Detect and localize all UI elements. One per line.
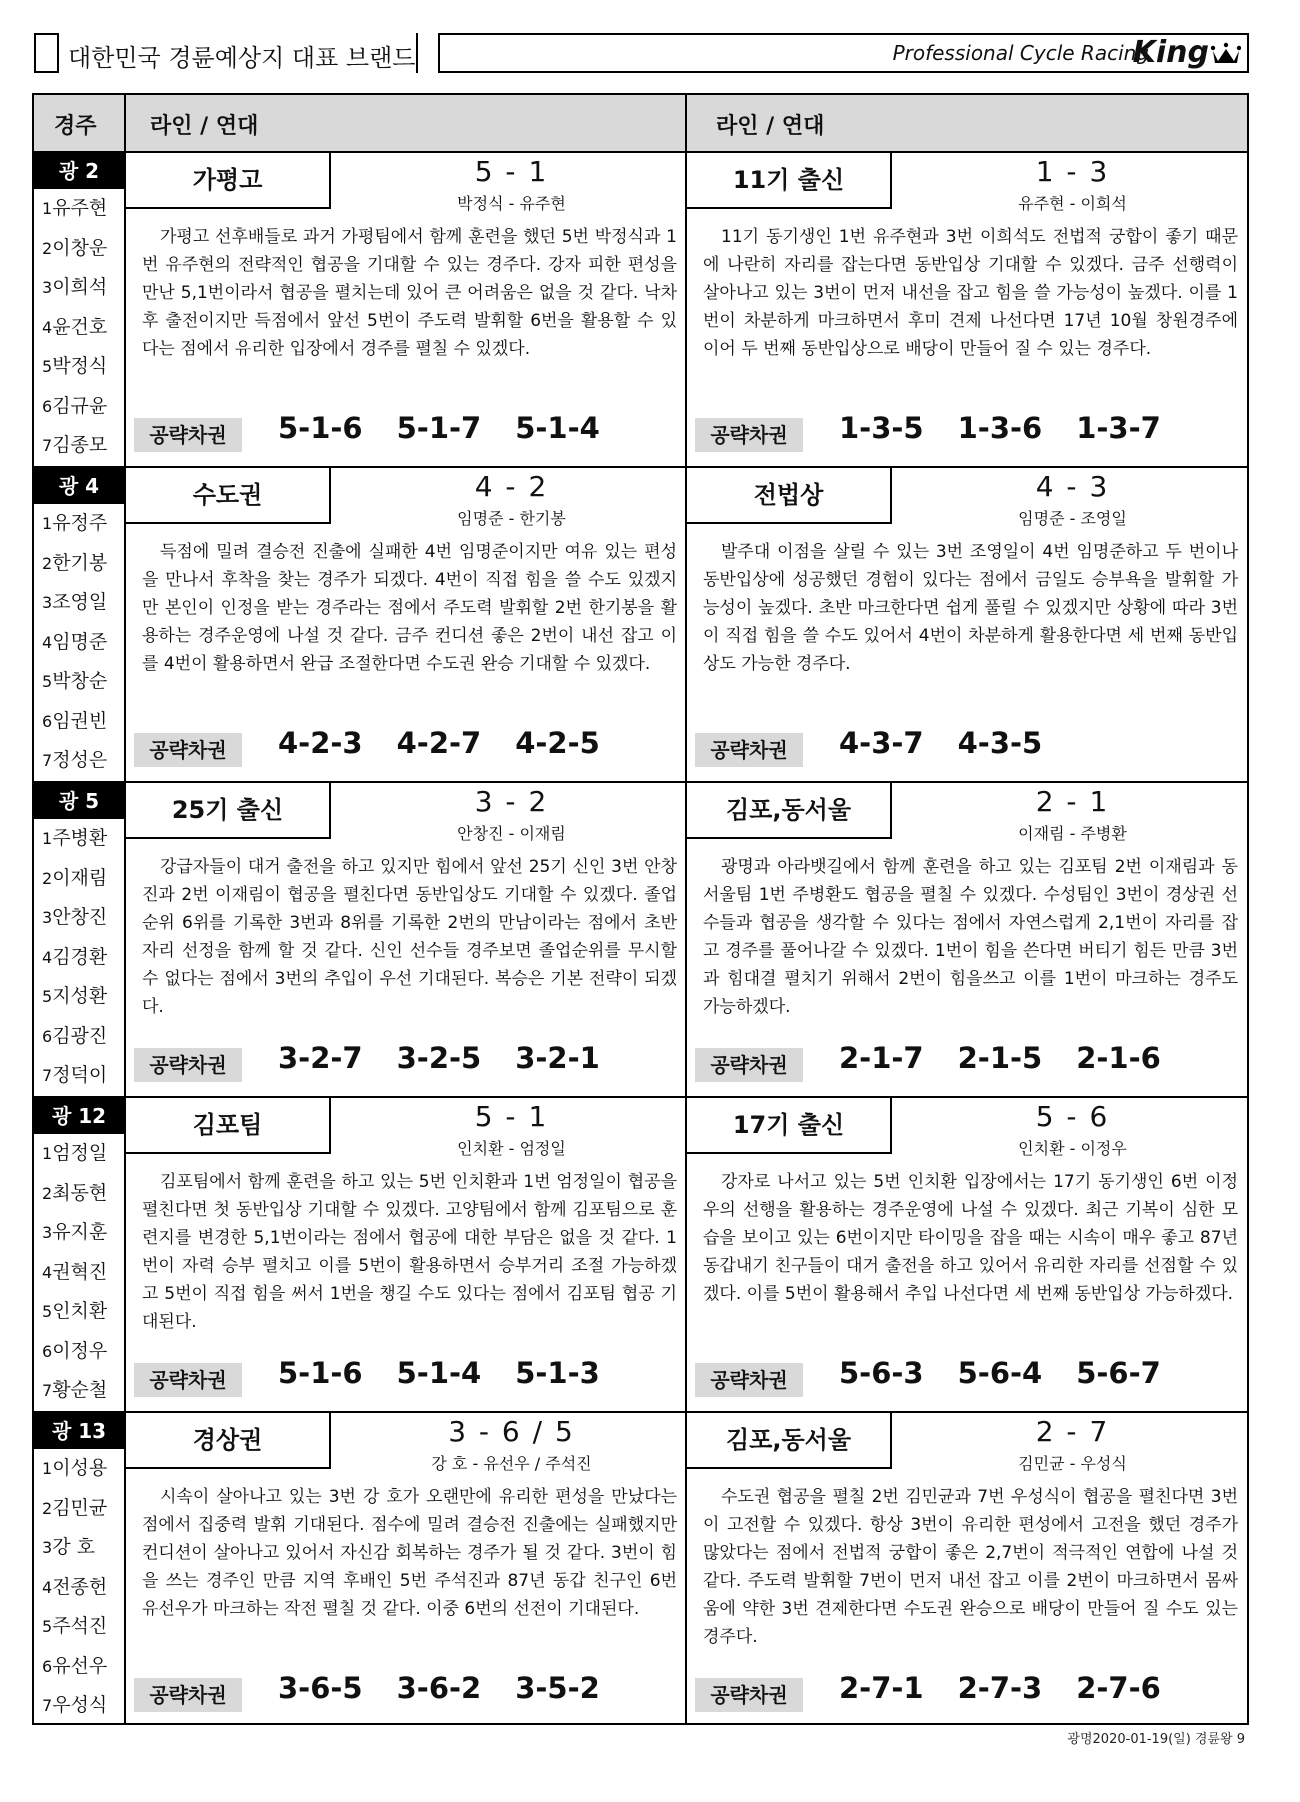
rider-item bbox=[34, 583, 124, 623]
rider-number: 5 bbox=[42, 357, 53, 376]
race-id: 광 4 bbox=[34, 468, 124, 504]
rider-name: 한기봉 bbox=[52, 551, 108, 574]
pick-combo: 5-1-6 bbox=[278, 411, 363, 445]
pick-label: 공략차권 bbox=[695, 1678, 803, 1712]
pick-combo: 5-1-7 bbox=[396, 411, 482, 445]
line-names: 임명준 - 조영일 bbox=[1018, 509, 1127, 528]
rider-number: 2 bbox=[42, 238, 53, 258]
rider-number: 2 bbox=[42, 553, 53, 573]
rider-list bbox=[34, 819, 124, 1096]
rider-item bbox=[34, 1213, 124, 1253]
pick-combo: 4-3-7 bbox=[839, 726, 924, 760]
rider-number: 7 bbox=[42, 1381, 53, 1400]
rider-item bbox=[34, 662, 124, 702]
rider-name: 이창운 bbox=[52, 236, 108, 259]
rider-item bbox=[34, 1449, 124, 1489]
pick-list bbox=[278, 1041, 634, 1075]
line-right bbox=[687, 1413, 1248, 1726]
line-right bbox=[687, 783, 1248, 1096]
line-score: 5 - 1 bbox=[474, 155, 549, 188]
line-score: 3 - 6 / 5 bbox=[448, 1415, 575, 1448]
race-table bbox=[32, 93, 1249, 1725]
pick-combo: 2-1-7 bbox=[839, 1041, 924, 1075]
rider-name: 유지훈 bbox=[52, 1221, 108, 1243]
rider-number: 2 bbox=[42, 1183, 53, 1203]
rider-number: 6 bbox=[42, 1656, 53, 1676]
rider-item bbox=[34, 387, 124, 427]
pick-combo: 4-2-3 bbox=[278, 726, 363, 760]
line-names: 강 호 - 유선우 / 주석진 bbox=[431, 1454, 592, 1473]
line-tag: 가평고 bbox=[126, 153, 331, 209]
pick-label: 공략차권 bbox=[134, 1048, 242, 1082]
pick-combo: 4-3-5 bbox=[957, 726, 1043, 760]
line-score: 5 - 1 bbox=[474, 1100, 549, 1133]
line-score: 2 - 7 bbox=[1035, 1415, 1110, 1448]
rider-name: 이희석 bbox=[52, 276, 108, 298]
rider-item bbox=[34, 938, 124, 978]
rider-name: 안창진 bbox=[52, 906, 108, 928]
rider-number: 2 bbox=[42, 868, 53, 888]
line-tag: 전법상 bbox=[687, 468, 892, 524]
line-analysis: 득점에 밀려 결승전 진출에 실패한 4번 임명준이지만 여유 있는 편성을 만나서 후착을 찾는 경주가 되겠다. 4번이 직접 힘을 쓸 수도 있겠지만 본인이 인정을 받는 경주라는 점에서 주도력 발휘할 2번 한기봉을 활용하는 경주운영에 나설 것 같다. 금주 컨디션 좋은 2번이 내선 잡고 이를 4번이 활용하면서 완급 조절한다면 수도권 완승 기대할 수 있겠다. bbox=[142, 542, 677, 674]
line-names: 인치환 - 이정우 bbox=[1018, 1139, 1127, 1158]
rider-item bbox=[34, 819, 124, 859]
rider-item bbox=[34, 1647, 124, 1687]
rider-name: 김민균 bbox=[52, 1496, 108, 1519]
pick-combo: 5-1-4 bbox=[515, 411, 600, 445]
pick-combo: 2-1-6 bbox=[1076, 1041, 1161, 1075]
line-right bbox=[687, 468, 1248, 781]
rider-item bbox=[34, 426, 124, 466]
rider-number: 3 bbox=[42, 908, 53, 927]
pick-list bbox=[839, 1671, 1195, 1705]
rider-item bbox=[34, 308, 124, 348]
rider-number: 3 bbox=[42, 1538, 53, 1557]
rider-number: 3 bbox=[42, 1223, 53, 1242]
rider-item bbox=[34, 859, 124, 899]
pick-list bbox=[278, 411, 634, 445]
pick-combo: 1-3-7 bbox=[1076, 411, 1161, 445]
rider-name: 김종모 bbox=[52, 434, 108, 456]
rider-name: 박정식 bbox=[52, 355, 108, 377]
rider-name: 강 호 bbox=[52, 1536, 95, 1558]
line-analysis: 강자로 나서고 있는 5번 인치환 입장에서는 17기 동기생인 6번 이정우의 선행을 활용하는 경주운영에 나설 수 있겠다. 최근 기복이 심한 모습을 보이고 있는 6번이지만 타이밍을 잡을 때는 시속이 매우 좋고 87년 동갑내기 친구들이 대거 출전을 하고 있어서 유리한 자리를 선점할 수 있겠다. 이를 5번이 활용해서 추입 나선다면 세 번째 동반입상 가능하겠다. bbox=[703, 1172, 1238, 1304]
rider-number: 7 bbox=[42, 436, 53, 455]
rider-name: 김광진 bbox=[52, 1024, 108, 1047]
rider-name: 임권빈 bbox=[52, 709, 108, 732]
rider-item bbox=[34, 623, 124, 663]
pick-combo: 1-3-5 bbox=[839, 411, 924, 445]
rider-name: 유주현 bbox=[52, 197, 108, 219]
rider-name: 김규윤 bbox=[52, 394, 108, 417]
rider-item bbox=[34, 702, 124, 742]
rider-number: 1 bbox=[42, 829, 53, 848]
line-score: 5 - 6 bbox=[1035, 1100, 1110, 1133]
rider-name: 인치환 bbox=[52, 1300, 108, 1322]
rider-number: 1 bbox=[42, 199, 53, 218]
race-block bbox=[34, 1098, 1247, 1413]
rider-item bbox=[34, 347, 124, 387]
rider-number: 6 bbox=[42, 1026, 53, 1046]
rider-list bbox=[34, 504, 124, 781]
line-left bbox=[126, 468, 687, 781]
rider-name: 전종헌 bbox=[52, 1575, 108, 1598]
rider-name: 주병환 bbox=[52, 827, 108, 849]
pick-label: 공략차권 bbox=[134, 1678, 242, 1712]
rider-item bbox=[34, 1292, 124, 1332]
pick-combo: 3-6-2 bbox=[396, 1671, 482, 1705]
pick-combo: 5-6-4 bbox=[957, 1356, 1043, 1390]
pick-label: 공략차권 bbox=[695, 1363, 803, 1397]
rider-number: 7 bbox=[42, 1066, 53, 1085]
rider-item bbox=[34, 741, 124, 781]
pick-combo: 5-6-3 bbox=[839, 1356, 924, 1390]
page-footer: 광명2020-01-19(일) 경륜왕 9 bbox=[1067, 1732, 1245, 1747]
rider-item bbox=[34, 1528, 124, 1568]
race-block bbox=[34, 783, 1247, 1098]
rider-number: 4 bbox=[42, 1262, 53, 1282]
pick-label: 공략차권 bbox=[695, 1048, 803, 1082]
header-right-title: Professional Cycle Racing bbox=[892, 41, 1149, 65]
rider-item bbox=[34, 1056, 124, 1096]
rider-item bbox=[34, 898, 124, 938]
pick-label: 공략차권 bbox=[134, 733, 242, 767]
rider-name: 정성은 bbox=[52, 749, 108, 771]
rider-item bbox=[34, 1174, 124, 1214]
rider-number: 4 bbox=[42, 1577, 53, 1597]
line-names: 인치환 - 엄정일 bbox=[457, 1139, 566, 1158]
header-divider bbox=[416, 33, 418, 73]
rider-item bbox=[34, 1568, 124, 1608]
pick-combo: 1-3-6 bbox=[957, 411, 1043, 445]
line-names: 유주현 - 이희석 bbox=[1018, 194, 1127, 213]
pick-combo: 3-6-5 bbox=[278, 1671, 363, 1705]
line-score: 4 - 2 bbox=[474, 470, 549, 503]
line-left bbox=[126, 153, 687, 466]
pick-combo: 5-1-3 bbox=[515, 1356, 600, 1390]
pick-label: 공략차권 bbox=[134, 418, 242, 452]
race-id: 광 5 bbox=[34, 783, 124, 819]
rider-name: 임명준 bbox=[52, 630, 108, 653]
rider-item bbox=[34, 1607, 124, 1647]
pick-list bbox=[839, 726, 1076, 760]
line-left bbox=[126, 783, 687, 1096]
pick-combo: 3-2-7 bbox=[278, 1041, 363, 1075]
rider-item bbox=[34, 229, 124, 269]
rider-item bbox=[34, 504, 124, 544]
rider-name: 조영일 bbox=[52, 591, 108, 613]
rider-number: 5 bbox=[42, 672, 53, 691]
rider-number: 6 bbox=[42, 1341, 53, 1361]
race-id: 광 13 bbox=[34, 1413, 124, 1449]
rider-item bbox=[34, 1489, 124, 1529]
line-tag: 김포,동서울 bbox=[687, 1413, 892, 1469]
rider-number: 4 bbox=[42, 317, 53, 337]
header-left-title: 대한민국 경륜예상지 대표 브랜드 bbox=[68, 44, 416, 72]
rider-number: 1 bbox=[42, 514, 53, 533]
rider-item bbox=[34, 544, 124, 584]
rider-item bbox=[34, 1371, 124, 1411]
line-analysis: 가평고 선후배들로 과거 가평팀에서 함께 훈련을 했던 5번 박정식과 1번 유주현의 전략적인 협공을 기대할 수 있는 경주다. 강자 피한 편성을 만난 5,1번이라서 협공을 펼치는데 있어 큰 어려움은 없을 것 같다. 낙차후 출전이지만 득점에서 앞선 5번이 주도력 발휘할 6번을 활용할 수 있다는 점에서 유리한 입장에서 경주를 펼칠 수 있겠다. bbox=[142, 227, 677, 359]
rider-name: 우성식 bbox=[52, 1694, 108, 1716]
rider-number: 4 bbox=[42, 947, 53, 967]
pick-combo: 5-1-6 bbox=[278, 1356, 363, 1390]
line-right bbox=[687, 1098, 1248, 1411]
rider-name: 황순철 bbox=[52, 1379, 108, 1401]
line-tag: 수도권 bbox=[126, 468, 331, 524]
pick-combo: 2-7-3 bbox=[957, 1671, 1043, 1705]
rider-list bbox=[34, 1134, 124, 1411]
pick-label: 공략차권 bbox=[695, 418, 803, 452]
line-score: 4 - 3 bbox=[1035, 470, 1110, 503]
header-right-box bbox=[438, 33, 1249, 73]
rider-item bbox=[34, 189, 124, 229]
rider-number: 6 bbox=[42, 396, 53, 416]
rider-number: 4 bbox=[42, 632, 53, 652]
line-left bbox=[126, 1413, 687, 1726]
pick-combo: 3-2-5 bbox=[396, 1041, 482, 1075]
rider-name: 유선우 bbox=[52, 1654, 108, 1677]
rider-number: 7 bbox=[42, 751, 53, 770]
rider-number: 7 bbox=[42, 1696, 53, 1715]
pick-list bbox=[278, 1671, 634, 1705]
pick-combo: 2-7-6 bbox=[1076, 1671, 1161, 1705]
rider-name: 주석진 bbox=[52, 1615, 108, 1637]
line-tag: 25기 출신 bbox=[126, 783, 331, 839]
rider-item bbox=[34, 1017, 124, 1057]
line-right bbox=[687, 153, 1248, 466]
pick-combo: 5-6-7 bbox=[1076, 1356, 1161, 1390]
header-square bbox=[34, 33, 59, 73]
pick-list bbox=[839, 411, 1195, 445]
line-tag: 11기 출신 bbox=[687, 153, 892, 209]
pick-combo: 3-5-2 bbox=[515, 1671, 600, 1705]
line-analysis: 11기 동기생인 1번 유주현과 3번 이희석도 전법적 궁합이 좋기 때문에 나란히 자리를 잡는다면 동반입상 기대할 수 있겠다. 금주 선행력이 살아나고 있는 3번이 먼저 내선을 잡고 힘을 쓸 가능성이 높겠다. 이를 1번이 차분하게 마크하면서 후미 견제 나선다면 17년 10월 창원경주에 이어 두 번째 동반입상으로 배당이 만들어 질 수 있는 경주다. bbox=[703, 227, 1238, 359]
line-names: 안창진 - 이재림 bbox=[457, 824, 566, 843]
pick-combo: 4-2-5 bbox=[515, 726, 600, 760]
race-block bbox=[34, 468, 1247, 783]
pick-label: 공략차권 bbox=[134, 1363, 242, 1397]
race-id: 광 2 bbox=[34, 153, 124, 189]
rider-name: 이재림 bbox=[52, 866, 108, 889]
pick-combo: 2-7-1 bbox=[839, 1671, 924, 1705]
pick-combo: 5-1-4 bbox=[396, 1356, 482, 1390]
rider-number: 3 bbox=[42, 593, 53, 612]
pick-combo: 4-2-7 bbox=[396, 726, 482, 760]
rider-list bbox=[34, 189, 124, 466]
rider-item bbox=[34, 1332, 124, 1372]
rider-item bbox=[34, 977, 124, 1017]
crown-icon bbox=[1211, 41, 1241, 67]
line-tag: 경상권 bbox=[126, 1413, 331, 1469]
line-score: 3 - 2 bbox=[474, 785, 549, 818]
line-analysis: 수도권 협공을 펼칠 2번 김민균과 7번 우성식이 협공을 펼친다면 3번이 고전할 수 있겠다. 항상 3번이 유리한 편성에서 고전을 했던 경주가 많았다는 점에서 전법적 궁합이 좋은 2,7번이 적극적인 연합에 나설 것 같다. 주도력 발휘할 7번이 먼저 내선 잡고 이를 2번이 마크하면서 몸싸움에 약한 3번 견제한다면 수도권 완승으로 배당이 만들어 질 수도 있는 경주다. bbox=[703, 1487, 1238, 1647]
line-score: 2 - 1 bbox=[1035, 785, 1110, 818]
race-block bbox=[34, 153, 1247, 468]
rider-list bbox=[34, 1449, 124, 1726]
line-names: 임명준 - 한기봉 bbox=[457, 509, 566, 528]
line-left bbox=[126, 1098, 687, 1411]
rider-name: 권혁진 bbox=[52, 1260, 108, 1283]
line-analysis: 시속이 살아나고 있는 3번 강 호가 오랜만에 유리한 편성을 만났다는 점에서 집중력 발휘 기대된다. 점수에 밀려 결승전 진출에는 실패했지만 컨디션이 살아나고 있어서 자신감 회복하는 경주가 될 것 같다. 3번이 힘을 쓰는 경주인 만큼 지역 후배인 5번 주석진과 87년 동갑 친구인 6번 유선우가 마크하는 작전 펼칠 것 같다. 이중 6번의 선전이 기대된다. bbox=[142, 1487, 677, 1619]
header-race: 경주 bbox=[54, 114, 97, 139]
rider-number: 6 bbox=[42, 711, 53, 731]
line-tag: 17기 출신 bbox=[687, 1098, 892, 1154]
line-analysis: 발주대 이점을 살릴 수 있는 3번 조영일이 4번 임명준하고 두 번이나 동반입상에 성공했던 경험이 있다는 점에서 금일도 승부욕을 발휘할 가능성이 높겠다. 초반 마크한다면 쉽게 풀릴 수 있겠지만 상황에 따라 3번이 직접 힘을 쓸 수도 있어서 4번이 차분하게 활용한다면 세 번째 동반입상도 가능한 경주다. bbox=[703, 542, 1238, 674]
rider-item bbox=[34, 1134, 124, 1174]
pick-label: 공략차권 bbox=[695, 733, 803, 767]
rider-name: 박창순 bbox=[52, 670, 108, 692]
table-header bbox=[34, 95, 1247, 153]
line-score: 1 - 3 bbox=[1035, 155, 1110, 188]
line-names: 김민균 - 우성식 bbox=[1018, 1454, 1127, 1473]
rider-name: 이정우 bbox=[52, 1339, 108, 1362]
race-id: 광 12 bbox=[34, 1098, 124, 1134]
line-analysis: 김포팀에서 함께 훈련을 하고 있는 5번 인치환과 1번 엄정일이 협공을 펼친다면 첫 동반입상 기대할 수 있겠다. 고양팀에서 함께 김포팀으로 훈련지를 변경한 5,1번이라는 점에서 협공에 대한 부담은 없을 것 같다. 1번이 자력 승부 펼치고 이를 5번이 활용하면서 승부거리 조절 가능하겠고 5번이 직접 힘을 써서 1번을 챙길 수도 있다는 점에서 김포팀 협공 기대된다. bbox=[142, 1172, 677, 1332]
rider-name: 유정주 bbox=[52, 512, 108, 534]
rider-number: 5 bbox=[42, 1302, 53, 1321]
rider-number: 1 bbox=[42, 1144, 53, 1163]
header-line-left: 라인 / 연대 bbox=[150, 114, 259, 139]
rider-name: 이성용 bbox=[52, 1457, 108, 1479]
header-line-right: 라인 / 연대 bbox=[716, 114, 825, 139]
pick-list bbox=[278, 726, 634, 760]
rider-name: 윤건호 bbox=[52, 315, 108, 338]
line-names: 박정식 - 유주현 bbox=[457, 194, 566, 213]
rider-name: 김경환 bbox=[52, 945, 108, 968]
line-names: 이재림 - 주병환 bbox=[1018, 824, 1127, 843]
rider-item bbox=[34, 1253, 124, 1293]
pick-list bbox=[278, 1356, 634, 1390]
line-tag: 김포,동서울 bbox=[687, 783, 892, 839]
pick-list bbox=[839, 1356, 1195, 1390]
pick-combo: 2-1-5 bbox=[957, 1041, 1043, 1075]
rider-name: 지성환 bbox=[52, 985, 108, 1007]
rider-number: 2 bbox=[42, 1498, 53, 1518]
rider-number: 3 bbox=[42, 278, 53, 297]
header-brand: King bbox=[1132, 35, 1209, 70]
rider-name: 엄정일 bbox=[52, 1142, 108, 1164]
rider-name: 최동현 bbox=[52, 1181, 108, 1204]
line-analysis: 강급자들이 대거 출전을 하고 있지만 힘에서 앞선 25기 신인 3번 안창진과 2번 이재림이 협공을 펼친다면 동반입상도 기대할 수 있겠다. 졸업순위 6위를 기록한 3번과 8위를 기록한 2번의 만남이라는 점에서 초반 자리 선정을 함께 할 것 같다. 신인 선수들 경주보면 졸업순위를 무시할 수 없다는 점에서 3번의 추입이 우선 기대된다. 복승은 기본 전략이 되겠다. bbox=[142, 857, 677, 1017]
line-tag: 김포팀 bbox=[126, 1098, 331, 1154]
rider-name: 정덕이 bbox=[52, 1064, 108, 1086]
rider-number: 1 bbox=[42, 1459, 53, 1478]
rider-item bbox=[34, 1686, 124, 1726]
line-analysis: 광명과 아라뱃길에서 함께 훈련을 하고 있는 김포팀 2번 이재림과 동서울팀 1번 주병환도 협공을 펼칠 수 있겠다. 수성팀인 3번이 경상권 선수들과 협공을 생각할 수 있다는 점에서 자연스럽게 2,1번이 자리를 잡고 경주를 풀어나갈 수 있겠다. 1번이 힘을 쓴다면 버티기 힘든 만큼 3번과 힘대결 펼치기 위해서 2번이 힘을쓰고 이를 1번이 마크하는 경주도 가능하겠다. bbox=[703, 857, 1238, 1017]
race-block bbox=[34, 1413, 1247, 1728]
rider-number: 5 bbox=[42, 1617, 53, 1636]
rider-item bbox=[34, 268, 124, 308]
rider-number: 5 bbox=[42, 987, 53, 1006]
pick-combo: 3-2-1 bbox=[515, 1041, 600, 1075]
pick-list bbox=[839, 1041, 1195, 1075]
